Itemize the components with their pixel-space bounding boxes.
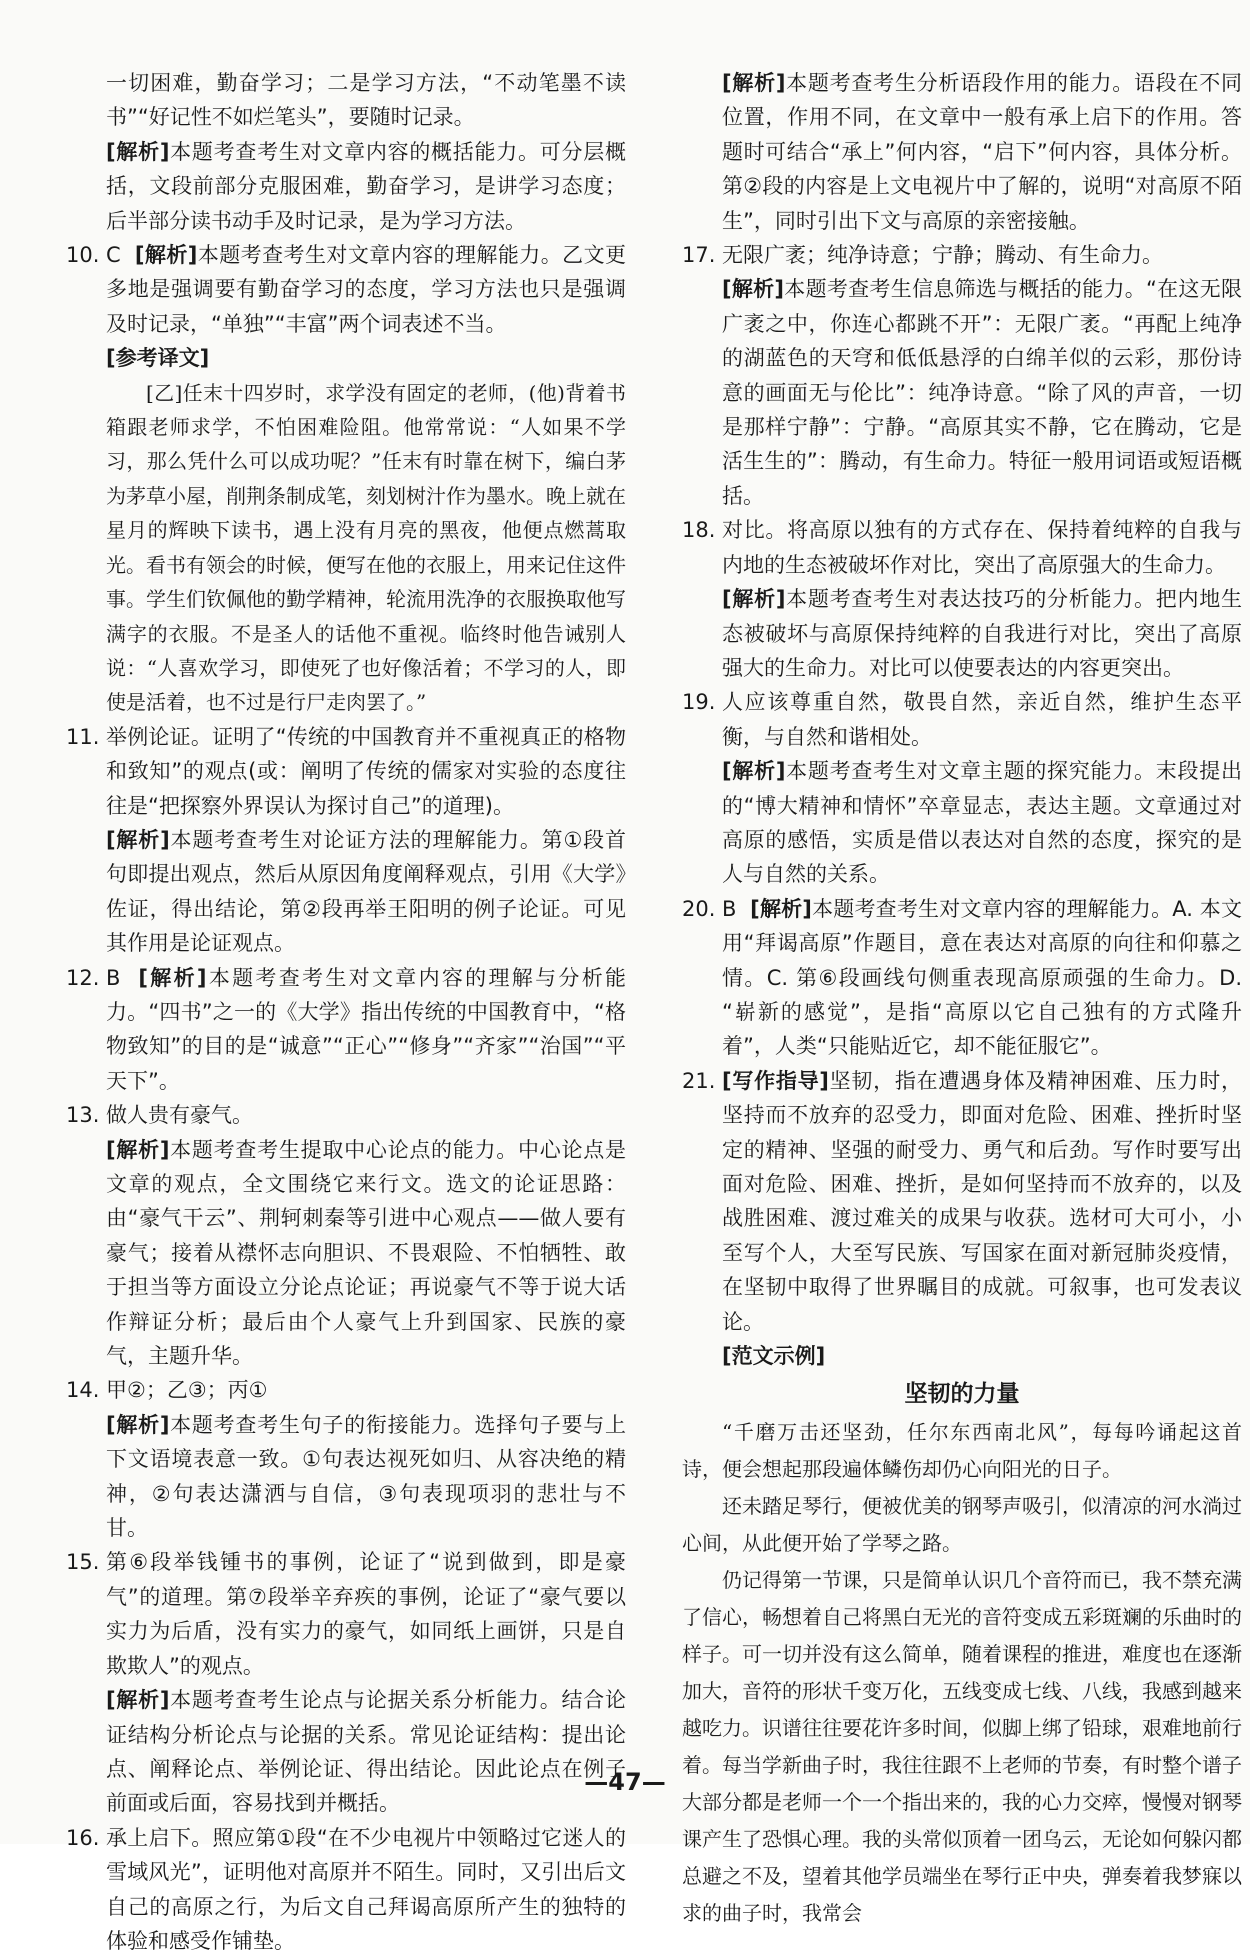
- question-number: 20.: [682, 896, 716, 921]
- question-18: 18. 对比。将高原以独有的方式存在、保持着纯粹的自我与内地的生态被破坏作对比，突出了高原强大的生命力。: [682, 513, 1242, 582]
- essay-paragraph: 仍记得第一节课，只是简单认识几个音符而已，我不禁充满了信心，畅想着自己将黑白无光的音符变成五彩斑斓的乐曲时的样子。可一切并没有这么简单，随着课程的推进，难度也在逐渐加大，音符的形状千变万化，五线变成七线、八线，我感到越来越吃力。识谱往往要花许多时间，似脚上绑了铅球，艰难地前行着。每当学新曲子时，我往往跟不上老师的节奏，有时整个谱子大部分都是老师一个一个指出来的，我的心力交瘁，慢慢对钢琴课产生了恐惧心理。我的头常似顶着一团乌云，无论如何躲闪都总避之不及，望着其他学员端坐在琴行正中央，弹奏着我梦寐以求的曲子时，我常会: [682, 1567, 1242, 1925]
- question-17: 17. 无限广袤；纯净诗意；宁静；腾动、有生命力。: [682, 238, 1242, 272]
- intro-analysis: [解析]本题考查考生对文章内容的概括能力。可分层概括，文段前部分克服困难，勤奋学习，是讲学习态度；后半部分读书动手及时记录，是为学习方法。: [106, 139, 626, 233]
- question-number: 21.: [682, 1068, 716, 1093]
- sample-essay-heading: [范文示例]: [722, 1344, 826, 1369]
- question-number: 16.: [66, 1825, 100, 1850]
- question-number: 19.: [682, 690, 716, 715]
- question-19-analysis: [解析]本题考查考生对文章主题的探究能力。末段提出的“博大精神和情怀”卒章显志，表达主题。文章通过对高原的感悟，实质是借以表达对自然的态度，探究的是人与自然的关系。: [722, 759, 1242, 887]
- question-16: 16. 承上启下。照应第①段“在不少电视片中领略过它迷人的雪域风光”，证明他对高原并不陌生。同时，又引出后文自己的高原之行，为后文自己拜谒高原所产生的独特的体验和感受作铺垫。: [66, 1821, 626, 1958]
- question-number: 13.: [66, 1103, 100, 1128]
- reference-translation-heading: [参考译文]: [106, 346, 210, 371]
- question-13-analysis: [解析]本题考查考生提取中心论点的能力。中心论点是文章的观点，全文围绕它来行文。选文的论证思路：由“豪气干云”、荆轲刺秦等引进中心观点——做人要有豪气；接着从襟怀志向胆识、不畏艰险、不怕牺牲、敢于担当等方面设立分论点论证；再说豪气不等于说大话作辩证分析；最后由个人豪气上升到国家、民族的豪气，主题升华。: [106, 1137, 626, 1369]
- question-12: 12. B [解析]本题考查考生对文章内容的理解与分析能力。“四书”之一的《大学》指出传统的中国教育中，“格物致知”的目的是“诚意”“正心”“修身”“齐家”“治国”“平天下”。: [66, 961, 626, 1099]
- question-16-analysis: [解析]本题考查考生分析语段作用的能力。语段在不同位置，作用不同，在文章中一般有承上启下的作用。答题时可结合“承上”何内容，“启下”何内容，具体分析。第②段的内容是上文电视片中了解的，说明“对高原不陌生”，同时引出下文与高原的亲密接触。: [722, 71, 1242, 233]
- question-15-analysis: [解析]本题考查考生论点与论据关系分析能力。结合论证结构分析论点与论据的关系。常见论证结构：提出论点、阐释论点、举例论证、得出结论。因此论点在例子前面或后面，容易找到并概括。: [106, 1688, 626, 1816]
- question-14: 14. 甲②；乙③；丙①: [66, 1373, 626, 1407]
- right-column: [682, 66, 1242, 1932]
- essay-paragraph: 还未踏足琴行，便被优美的钢琴声吸引，似清凉的河水淌过心间，从此便开始了学琴之路。: [682, 1493, 1242, 1555]
- question-18-analysis: [解析]本题考查考生对表达技巧的分析能力。把内地生态被破坏与高原保持纯粹的自我进行对比，突出了高原强大的生命力。对比可以使要表达的内容更突出。: [722, 587, 1242, 680]
- essay-title: 坚韧的力量: [904, 1380, 1020, 1408]
- answer-letter: C: [106, 243, 121, 268]
- question-19: 19. 人应该尊重自然，敬畏自然，亲近自然，维护生态平衡，与自然和谐相处。: [682, 685, 1242, 754]
- question-number: 12.: [66, 965, 100, 990]
- question-11: 11. 举例论证。证明了“传统的中国教育并不重视真正的格物和致知”的观点(或：阐明了传统的儒家对实验的态度往往是“把探察外界误认为探讨自己”的道理)。: [66, 720, 626, 823]
- question-21: 21. [写作指导]坚韧，指在遭遇身体及精神困难、压力时，坚持而不放弃的忍受力，即面对危险、困难、挫折时坚定的精神、坚强的耐受力、勇气和后劲。写作时要写出面对危险、困难、挫折，是如何坚持而不放弃的，以及战胜困难、渡过难关的成果与收获。选材可大可小，小至写个人，大至写民族、写国家在面对新冠肺炎疫情，在坚韧中取得了世界瞩目的成就。可叙事，也可发表议论。: [682, 1064, 1242, 1339]
- question-number: 14.: [66, 1378, 100, 1403]
- answer-letter: B: [722, 896, 737, 921]
- question-15: 15. 第⑥段举钱锺书的事例，论证了“说到做到，即是豪气”的道理。第⑦段举辛弃疾的事例，论证了“豪气要以实力为后盾，没有实力的豪气，如同纸上画饼，只是自欺欺人”的观点。: [66, 1545, 626, 1683]
- left-column: [66, 66, 626, 1958]
- question-13: 13. 做人贵有豪气。: [66, 1098, 626, 1132]
- question-11-analysis: [解析]本题考查考生对论证方法的理解能力。第①段首句即提出观点，然后从原因角度阐释观点，引用《大学》佐证，得出结论，第②段再举王阳明的例子论证。可见其作用是论证观点。: [106, 827, 627, 956]
- question-number: 18.: [682, 518, 716, 543]
- question-17-analysis: [解析]本题考查考生信息筛选与概括的能力。“在这无限广袤之中，你连心都跳不开”：无限广袤。“再配上纯净的湖蓝色的天穹和低低悬浮的白绵羊似的云彩，那份诗意的画面无与伦比”：纯净诗意。“除了风的声音，一切是那样宁静”：宁静。“高原其实不静，它在腾动，它是活生生的”：腾动，有生命力。特征一般用词语或短语概括。: [722, 277, 1242, 508]
- page-number: —47—: [584, 1768, 666, 1796]
- essay-paragraph: “千磨万击还坚劲，任尔东西南北风”，每每吟诵起这首诗，便会想起那段遍体鳞伤却仍心向阳光的日子。: [682, 1419, 1242, 1481]
- intro-text: 一切困难，勤奋学习；二是学习方法，“不动笔墨不读书”“好记性不如烂笔头”，要随时记录。: [106, 71, 626, 130]
- question-number: 15.: [66, 1550, 100, 1575]
- question-number: 11.: [66, 724, 100, 749]
- question-14-analysis: [解析]本题考查考生句子的衔接能力。选择句子要与上下文语境表意一致。①句表达视死如归、从容决绝的精神，②句表达潇洒与自信，③句表现项羽的悲壮与不甘。: [106, 1412, 626, 1541]
- answer-letter: B: [106, 965, 121, 990]
- question-number: 10.: [66, 243, 100, 268]
- reference-translation: [乙]任末十四岁时，求学没有固定的老师，(他)背着书箱跟老师求学，不怕困难险阻。他常常说：“人如果不学习，那么凭什么可以成功呢？”任末有时靠在树下，编白茅为茅草小屋，削荆条制成笔，刻划树汁作为墨水。晚上就在星月的辉映下读书，遇上没有月亮的黑夜，他便点燃蒿取光。看书有领会的时候，便写在他的衣服上，用来记住这件事。学生们钦佩他的勤学精神，轮流用洗净的衣服换取他写满字的衣服。不是圣人的话他不重视。临终时他告诫别人说：“人喜欢学习，即使死了也好像活着；不学习的人，即使是活着，也不过是行尸走肉罢了。”: [106, 380, 626, 715]
- question-number: 17.: [682, 243, 716, 268]
- question-20: 20. B [解析]本题考查考生对文章内容的理解能力。A. 本文用“拜谒高原”作题目，意在表达对高原的向往和仰慕之情。C. 第⑥段画线句侧重表现高原顽强的生命力。D. “崭新的感觉”，是指“高原以它自己独有的方式隆升着”，人类“只能贴近它，却不能征服它”。: [682, 892, 1242, 1064]
- question-10: 10. C [解析]本题考查考生对文章内容的理解能力。乙文更多地是强调要有勤奋学习的态度，学习方法也只是强调及时记录，“单独”“丰富”两个词表述不当。: [66, 238, 626, 341]
